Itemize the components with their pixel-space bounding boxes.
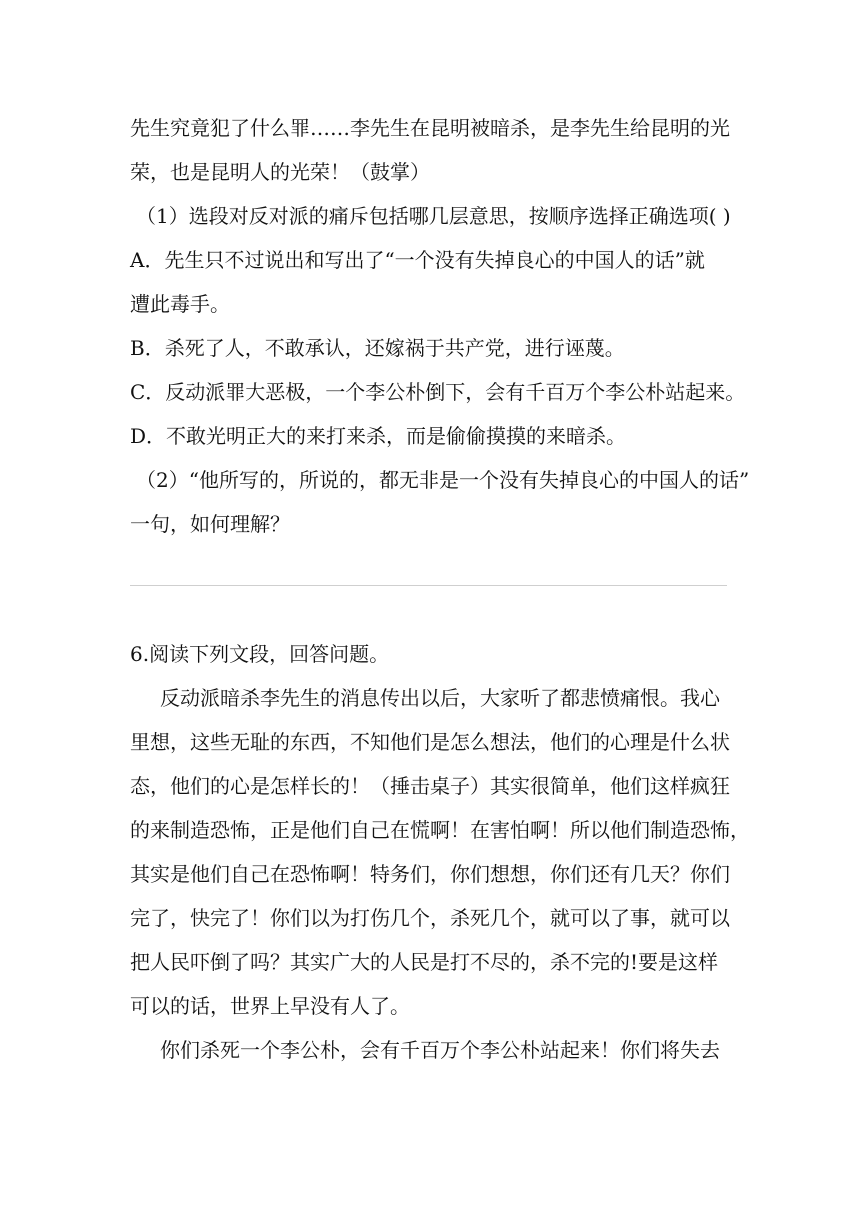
paragraph-line: 态，他们的心是怎样长的！（捶击桌子）其实很简单，他们这样疯狂 xyxy=(130,774,730,798)
option-b: B．杀死了人，不敢承认，还嫁祸于共产党，进行诬蔑。 xyxy=(130,336,625,360)
question-6-title: 6.阅读下列文段，回答问题。 xyxy=(130,642,390,666)
question-1-prompt: （1）选段对反对派的痛斥包括哪几层意思，按顺序选择正确选项( ) xyxy=(136,204,731,228)
paragraph-line: 你们杀死一个李公朴，会有千百万个李公朴站起来！你们将失去 xyxy=(160,1038,720,1062)
option-c: C．反动派罪大恶极，一个李公朴倒下，会有千百万个李公朴站起来。 xyxy=(130,380,746,404)
section-divider xyxy=(130,585,727,586)
option-a-continued: 遭此毒手。 xyxy=(130,292,230,316)
paragraph-line: 可以的话，世界上早没有人了。 xyxy=(130,994,410,1018)
option-a: A．先生只不过说出和写出了“一个没有失掉良心的中国人的话”就 xyxy=(130,248,705,272)
passage-line: 先生究竟犯了什么罪……李先生在昆明被暗杀，是李先生给昆明的光 xyxy=(130,116,730,140)
paragraph-line: 反动派暗杀李先生的消息传出以后，大家听了都悲愤痛恨。我心 xyxy=(160,686,720,710)
paragraph-line: 完了，快完了！你们以为打伤几个，杀死几个，就可以了事，就可以 xyxy=(130,906,730,930)
question-2-prompt: （2）“他所写的，所说的，都无非是一个没有失掉良心的中国人的话” xyxy=(136,468,750,492)
passage-line: 荣，也是昆明人的光荣！（鼓掌） xyxy=(130,160,430,184)
question-2-prompt-continued: 一句，如何理解？ xyxy=(130,512,290,536)
paragraph-line: 的来制造恐怖，正是他们自己在慌啊！在害怕啊！所以他们制造恐怖， xyxy=(130,818,750,842)
paragraph-line: 里想，这些无耻的东西，不知他们是怎么想法，他们的心理是什么状 xyxy=(130,730,730,754)
option-d: D．不敢光明正大的来打来杀，而是偷偷摸摸的来暗杀。 xyxy=(130,424,627,448)
paragraph-line: 其实是他们自己在恐怖啊！特务们，你们想想，你们还有几天？你们 xyxy=(130,862,730,886)
paragraph-line: 把人民吓倒了吗？其实广大的人民是打不尽的，杀不完的!要是这样 xyxy=(130,950,719,974)
